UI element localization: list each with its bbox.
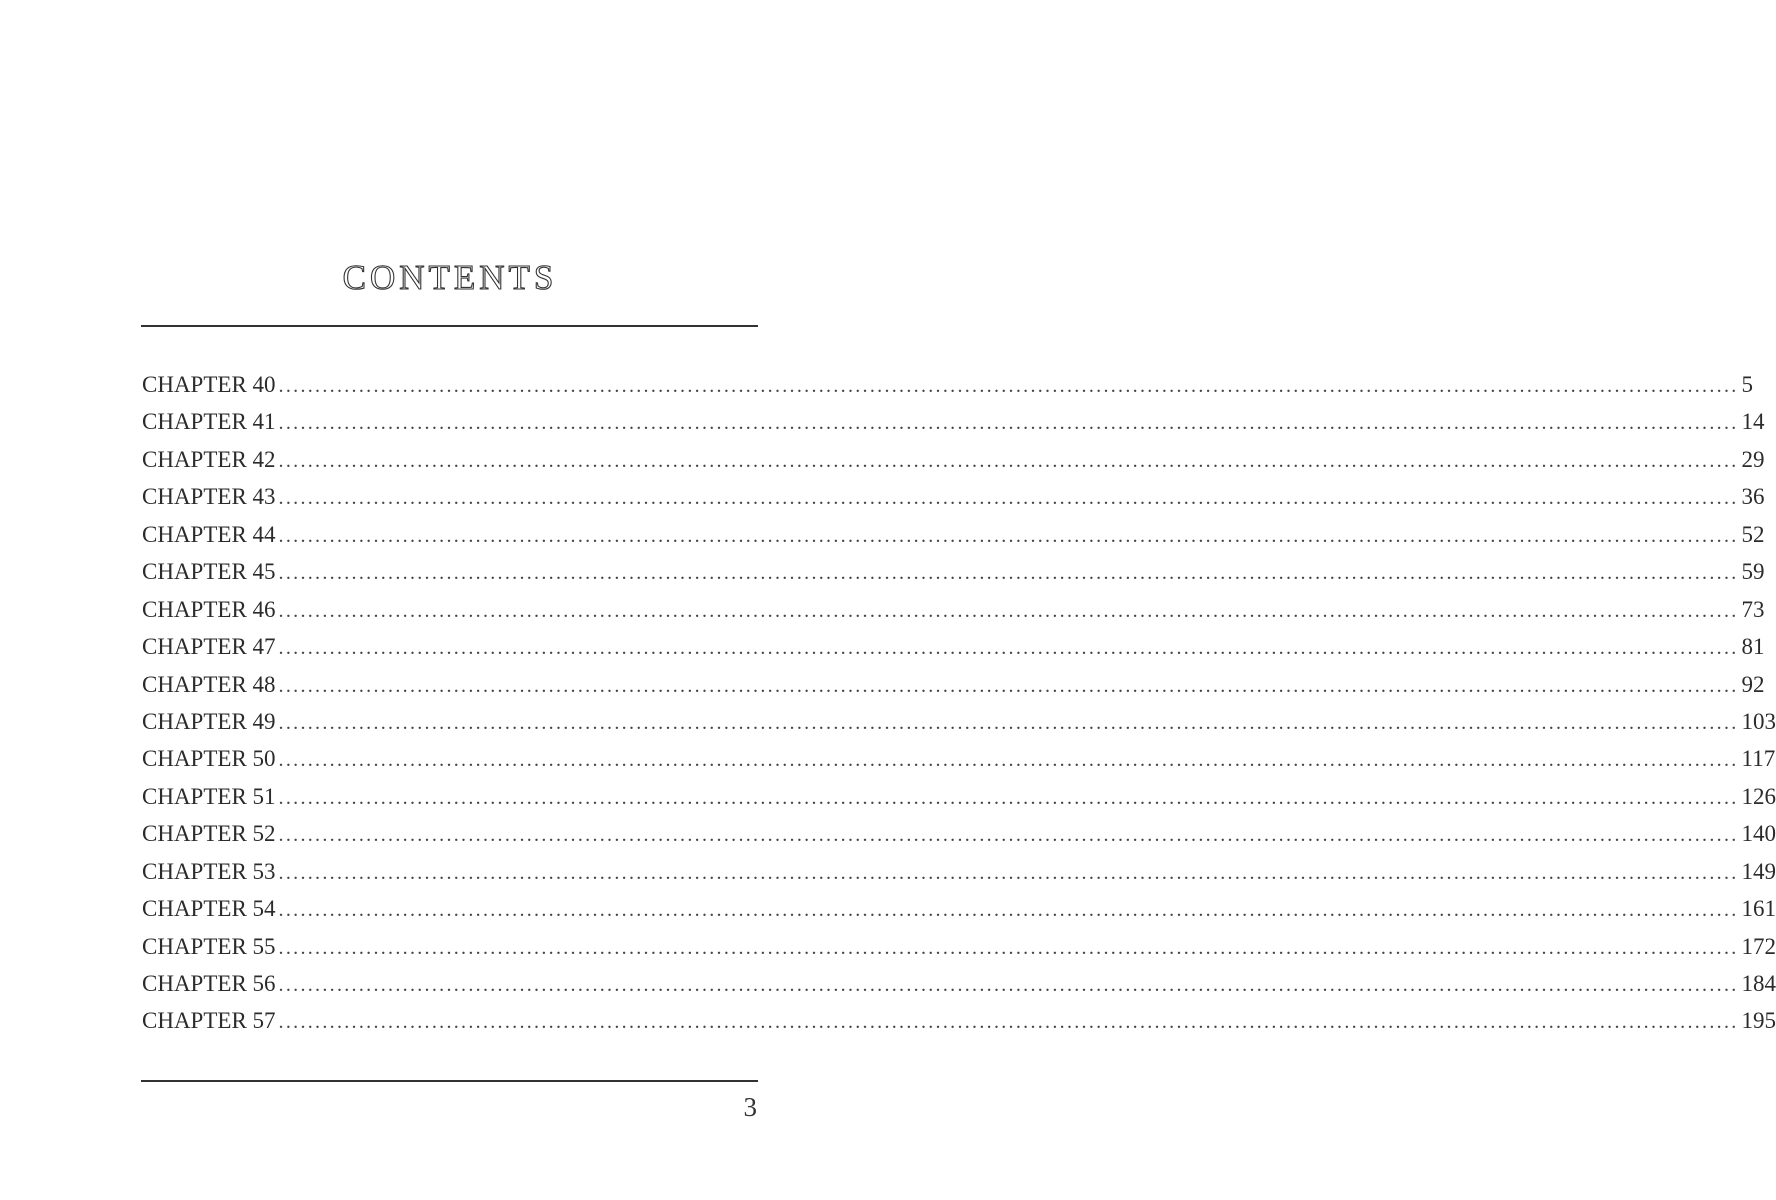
toc-entry-page: 126 [1741,783,1776,809]
toc-entry-page: 73 [1741,596,1765,622]
toc-entry-label: CHAPTER 48 [142,671,276,697]
toc-leader-dots: ........................................................................................................................................................................................................ [278,824,1739,847]
top-divider [141,325,758,327]
toc-entry-label: CHAPTER 43 [142,484,276,510]
toc-leader-dots: ........................................................................................................................................................................................................ [278,1011,1739,1034]
toc-entry[interactable] [142,403,1765,440]
toc-entry[interactable] [142,666,1765,703]
toc-leader-dots: ........................................................................................................................................................................................................ [278,562,1739,585]
toc-entry[interactable] [142,516,1765,553]
toc-entry[interactable] [142,928,1776,965]
toc-entry[interactable] [142,778,1776,815]
toc-entry-page: 59 [1741,559,1765,585]
toc-entry[interactable] [142,703,1776,740]
toc-entry[interactable] [142,366,1754,403]
toc-entry[interactable] [142,1002,1776,1039]
toc-entry[interactable] [142,591,1765,628]
toc-entry-label: CHAPTER 52 [142,821,276,847]
toc-entry-label: CHAPTER 57 [142,1008,276,1034]
toc-entry-page: 172 [1741,933,1776,959]
toc-entry[interactable] [142,441,1765,478]
toc-entry-label: CHAPTER 45 [142,559,276,585]
toc-leader-dots: ........................................................................................................................................................................................................ [278,749,1739,772]
toc-entry-page: 52 [1741,521,1765,547]
toc-entry-label: CHAPTER 54 [142,896,276,922]
toc-entry[interactable] [142,890,1776,927]
toc-entry-label: CHAPTER 42 [142,446,276,472]
toc-entry-page: 103 [1741,708,1776,734]
toc-leader-dots: ........................................................................................................................................................................................................ [278,786,1739,809]
toc-entry-page: 14 [1741,409,1765,435]
toc-entry[interactable] [142,740,1776,777]
toc-entry-page: 195 [1741,1008,1776,1034]
toc-leader-dots: ........................................................................................................................................................................................................ [278,524,1739,547]
toc-entry-label: CHAPTER 47 [142,634,276,660]
toc-entry[interactable] [142,815,1776,852]
toc-leader-dots: ........................................................................................................................................................................................................ [278,449,1739,472]
toc-leader-dots: ........................................................................................................................................................................................................ [278,375,1739,397]
toc-leader-dots: ........................................................................................................................................................................................................ [278,674,1739,697]
bottom-divider [141,1080,758,1082]
toc-entry-label: CHAPTER 44 [142,521,276,547]
toc-entry-page: 140 [1741,821,1776,847]
toc-entry-label: CHAPTER 56 [142,971,276,996]
toc-leader-dots: ........................................................................................................................................................................................................ [278,599,1739,622]
toc-leader-dots: ........................................................................................................................................................................................................ [278,637,1739,660]
toc-entry-page: 29 [1741,446,1765,472]
toc-leader-dots: ........................................................................................................................................................................................................ [278,487,1739,510]
toc-entry-page: 36 [1741,484,1765,510]
toc-leader-dots: ........................................................................................................................................................................................................ [278,936,1739,959]
toc-entry-page: 184 [1741,971,1776,996]
toc-entry-label: CHAPTER 50 [142,746,276,772]
toc-entry-label: CHAPTER 53 [142,858,276,884]
toc-entry-label: CHAPTER 55 [142,933,276,959]
toc-entry-page: 149 [1741,858,1776,884]
toc-entry-label: CHAPTER 49 [142,708,276,734]
page-number: 3 [743,1092,757,1122]
toc-entry-label: CHAPTER 40 [142,372,276,397]
toc-entry[interactable] [142,853,1776,890]
toc-entry[interactable] [142,965,1776,1002]
toc-entry-page: 5 [1741,372,1754,397]
toc-leader-dots: ........................................................................................................................................................................................................ [278,711,1739,734]
toc-entry[interactable] [142,628,1765,665]
toc-entry-page: 161 [1741,896,1776,922]
toc-entry[interactable] [142,478,1765,515]
toc-leader-dots: ........................................................................................................................................................................................................ [278,899,1739,922]
table-of-contents [142,366,1776,1040]
toc-entry-page: 117 [1741,746,1776,772]
toc-leader-dots: ........................................................................................................................................................................................................ [278,861,1739,884]
toc-entry-label: CHAPTER 46 [142,596,276,622]
toc-entry-label: CHAPTER 51 [142,783,276,809]
toc-leader-dots: ........................................................................................................................................................................................................ [278,974,1739,996]
toc-entry-label: CHAPTER 41 [142,409,276,435]
toc-entry[interactable] [142,553,1765,590]
toc-leader-dots: ........................................................................................................................................................................................................ [278,412,1739,435]
page-title: CONTENTS [342,258,558,297]
toc-entry-page: 81 [1741,634,1765,660]
toc-entry-page: 92 [1741,671,1765,697]
